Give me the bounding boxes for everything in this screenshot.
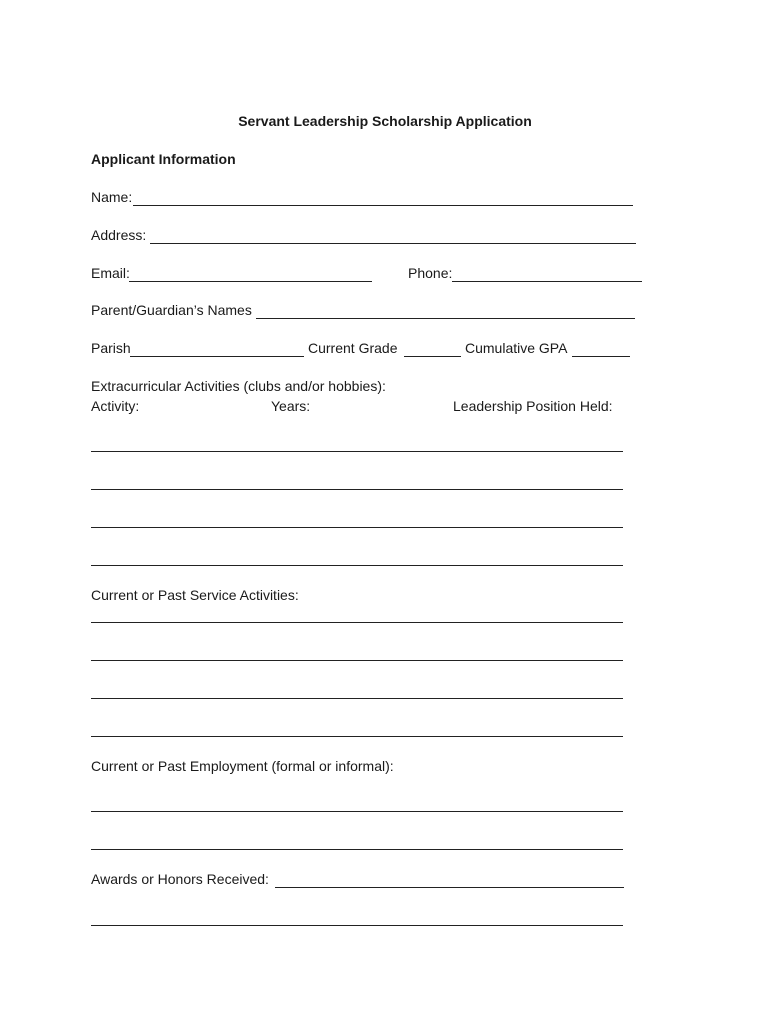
employment-entry-line[interactable] xyxy=(91,849,623,850)
service-entry-line[interactable] xyxy=(91,660,623,661)
phone-label: Phone: xyxy=(408,265,453,281)
extracurricular-entry-line[interactable] xyxy=(91,527,623,528)
phone-field[interactable] xyxy=(452,281,642,282)
awards-field[interactable] xyxy=(275,887,624,888)
name-label: Name: xyxy=(91,189,133,205)
extracurricular-heading: Extracurricular Activities (clubs and/or hobbies): xyxy=(91,378,386,394)
gpa-label: Cumulative GPA xyxy=(465,340,568,356)
page-title: Servant Leadership Scholarship Application xyxy=(238,113,532,129)
service-entry-line[interactable] xyxy=(91,736,623,737)
parent-label: Parent/Guardian’s Names xyxy=(91,302,252,318)
activity-column-label: Activity: xyxy=(91,398,140,414)
parish-label: Parish xyxy=(91,340,131,356)
email-label: Email: xyxy=(91,265,130,281)
grade-field[interactable] xyxy=(404,356,461,357)
gpa-field[interactable] xyxy=(572,356,630,357)
section-heading-applicant: Applicant Information xyxy=(91,151,236,167)
email-field[interactable] xyxy=(129,281,372,282)
employment-heading: Current or Past Employment (formal or informal): xyxy=(91,758,394,774)
parish-field[interactable] xyxy=(130,356,304,357)
grade-label: Current Grade xyxy=(308,340,398,356)
address-label: Address: xyxy=(91,227,147,243)
awards-label: Awards or Honors Received: xyxy=(91,871,269,887)
extracurricular-entry-line[interactable] xyxy=(91,565,623,566)
extracurricular-entry-line[interactable] xyxy=(91,451,623,452)
extracurricular-entry-line[interactable] xyxy=(91,489,623,490)
service-entry-line[interactable] xyxy=(91,622,623,623)
parent-field[interactable] xyxy=(256,318,635,319)
leadership-position-column-label: Leadership Position Held: xyxy=(453,398,613,414)
employment-entry-line[interactable] xyxy=(91,811,623,812)
service-heading: Current or Past Service Activities: xyxy=(91,587,299,603)
awards-entry-line[interactable] xyxy=(91,925,623,926)
address-field[interactable] xyxy=(150,243,636,244)
service-entry-line[interactable] xyxy=(91,698,623,699)
name-field[interactable] xyxy=(133,205,633,206)
years-column-label: Years: xyxy=(271,398,311,414)
